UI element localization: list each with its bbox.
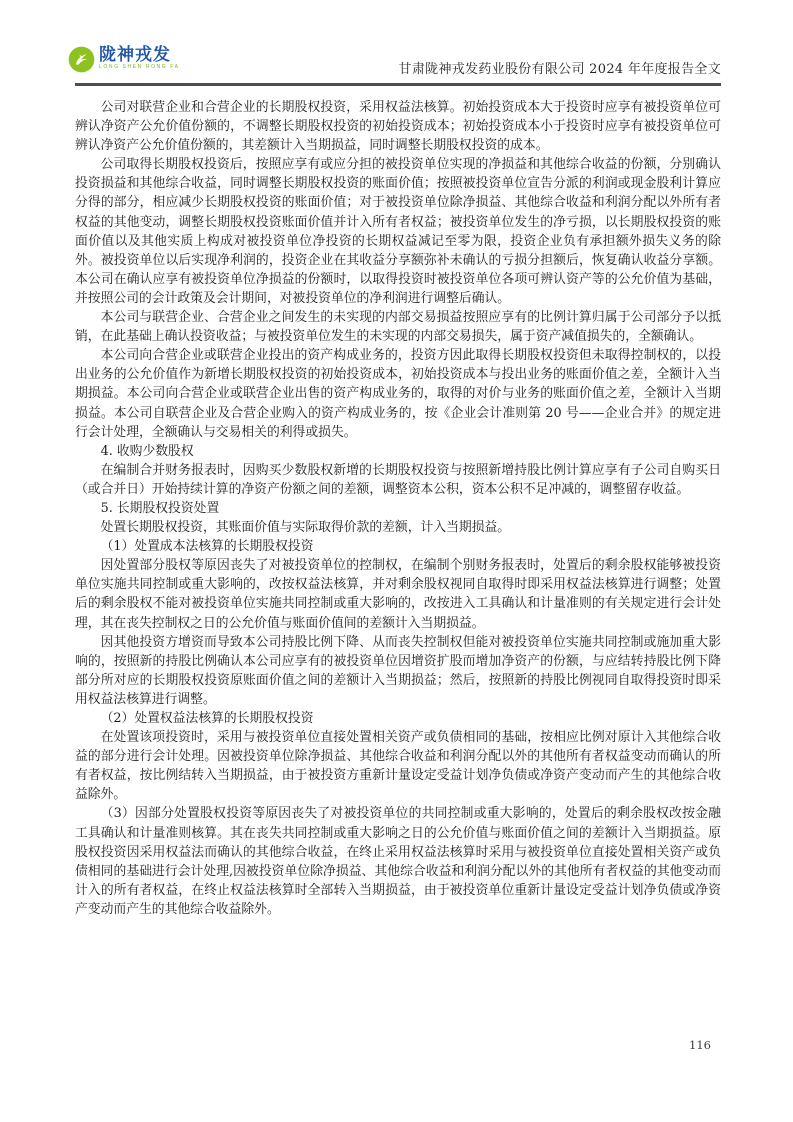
paragraph: 在处置该项投资时，采用与被投资单位直接处置相关资产或负债相同的基础，按相应比例对原计入其他综合收益的部分进行会计处理。因被投资单位除净损益、其他综合收益和利润分配以外的其他所有者权益变动而确认的所有者权益，按比例结转入当期损益，由于被投资方重新计量设定受益计划净负债或净资产变动而产生的其他综合收益除外。 — [75, 730, 721, 803]
paragraph: （3）因部分处置股权投资等原因丧失了对被投资单位的共同控制或重大影响的，处置后的剩余股权改按金融工具确认和计量准则核算。其在丧失共同控制或重大影响之日的公允价值与账面价值之间的差额计入当期损益。原股权投资因采用权益法而确认的其他综合收益，在终止采用权益法核算时采用与被投资单位直接处置相关资产或负债相同的基础进行会计处理,因被投资单位除净损益、其他综合收益和利润分配以外的其他所有者权益的其他变动而计入的所有者权益，在终止权益法核算时全部转入当期损益，由于被投资单位重新计量设定受益计划净负债或净资产变动而产生的其他综合收益除外。 — [75, 806, 721, 917]
page-number: 116 — [689, 1038, 711, 1052]
section-heading-minority-interest: 4. 收购少数股权 — [100, 443, 194, 459]
paragraph: 因处置部分股权等原因丧失了对被投资单位的控制权，在编制个别财务报表时，处置后的剩余股权能够被投资单位实施共同控制或重大影响的，改按权益法核算，并对剩余股权视同自取得时即采用权益法核算进行调整；处置后的剩余股权不能对被投资单位实施共同控制或重大影响的，改按进入工具确认和计量准则的有关规定进行会计处理，其在丧失控制权之日的公允价值与账面价值间的差额计入当期损益。 — [75, 558, 721, 631]
logo-brand-name-en: LONG SHEN RONG FA — [99, 64, 180, 70]
logo-brand-name: 陇神戎发 — [99, 45, 171, 64]
section-heading-disposal: 5. 长期股权投资处置 — [100, 500, 220, 516]
paragraph: 处置长期股权投资，其账面价值与实际取得价款的差额，计入当期损益。 — [100, 520, 511, 536]
report-title: 甘肃陇神戎发药业股份有限公司 2024 年年度报告全文 — [398, 62, 721, 77]
paragraph: 本公司向合营企业或联营企业投出的资产构成业务的，投资方因此取得长期股权投资但未取得控制权的，以投出业务的公允价值作为新增长期股权投资的初始投资成本，初始投资成本与投出业务的账面价值之差，全额计入当期损益。本公司向合营企业或联营企业出售的资产构成业务的，取得的对价与业务的账面价值之差，全额计入当期损益。本公司自联营企业及合营企业购入的资产构成业务的，按《企业会计准则第 20 号——企业合并》的规定进行会计处理，全额确认与交易相关的利得或损失。 — [75, 348, 721, 440]
logo-circle-icon — [68, 46, 95, 73]
paragraph: 公司对联营企业和合营企业的长期股权投资，采用权益法核算。初始投资成本大于投资时应享有被投资单位可辨认净资产公允价值份额的，不调整长期股权投资的初始投资成本；初始投资成本小于投资时应享有被投资单位可辨认净资产公允价值份额的，其差额计入当期损益，同时调整长期股权投资的成本。 — [75, 100, 721, 154]
paragraph: 在编制合并财务报表时，因购买少数股权新增的长期股权投资与按照新增持股比例计算应享有子公司自购买日（或合并日）开始持续计算的净资产份额之间的差额，调整资本公积，资本公积不足冲减的，调整留存收益。 — [75, 462, 721, 497]
paragraph: 因其他投资方增资而导致本公司持股比例下降、从而丧失控制权但能对被投资单位实施共同控制或施加重大影响的，按照新的持股比例确认本公司应享有的被投资单位因增资扩股而增加净资产的份额，与应结转持股比例下降部分所对应的长期股权投资原账面价值之间的差额计入当期损益；然后，按照新的持股比例视同自取得投资时即采用权益法核算进行调整。 — [75, 634, 721, 707]
subsection-heading-equity-method: （2）处置权益法核算的长期股权投资 — [100, 711, 314, 726]
document-body — [75, 98, 721, 919]
company-logo — [68, 46, 180, 73]
paragraph: 公司取得长期股权投资后，按照应享有或应分担的被投资单位实现的净损益和其他综合收益的份额，分别确认投资损益和其他综合收益，同时调整长期股权投资的账面价值；按照被投资单位宣告分派的利润或现金股利计算应分得的部分，相应减少长期股权投资的账面价值；对于被投资单位除净损益、其他综合收益和利润分配以外所有者权益的其他变动，调整长期股权投资账面价值并计入所有者权益；被投资单位发生的净亏损，以长期股权投资的账面价值以及其他实质上构成对被投资单位净投资的长期权益减记至零为限，投资企业负有承担额外损失义务的除外。被投资单位以后实现净利润的，投资企业在其收益分享额弥补未确认的亏损分担额后，恢复确认收益分享额。本公司在确认应享有被投资单位净损益的份额时，以取得投资时被投资单位各项可辨认资产等的公允价值为基础，并按照公司的会计政策及会计期间，对被投资单位的净利润进行调整后确认。 — [75, 157, 721, 306]
logo-text-block — [99, 46, 180, 70]
page-header — [75, 42, 721, 86]
paragraph: 本公司与联营企业、合营企业之间发生的未实现的内部交易损益按照应享有的比例计算归属于公司部分予以抵销，在此基础上确认投资收益；与被投资单位发生的未实现的内部交易损失，属于资产减值损失的，全额确认。 — [75, 310, 721, 345]
subsection-heading-cost-method: （1）处置成本法核算的长期股权投资 — [100, 539, 314, 555]
